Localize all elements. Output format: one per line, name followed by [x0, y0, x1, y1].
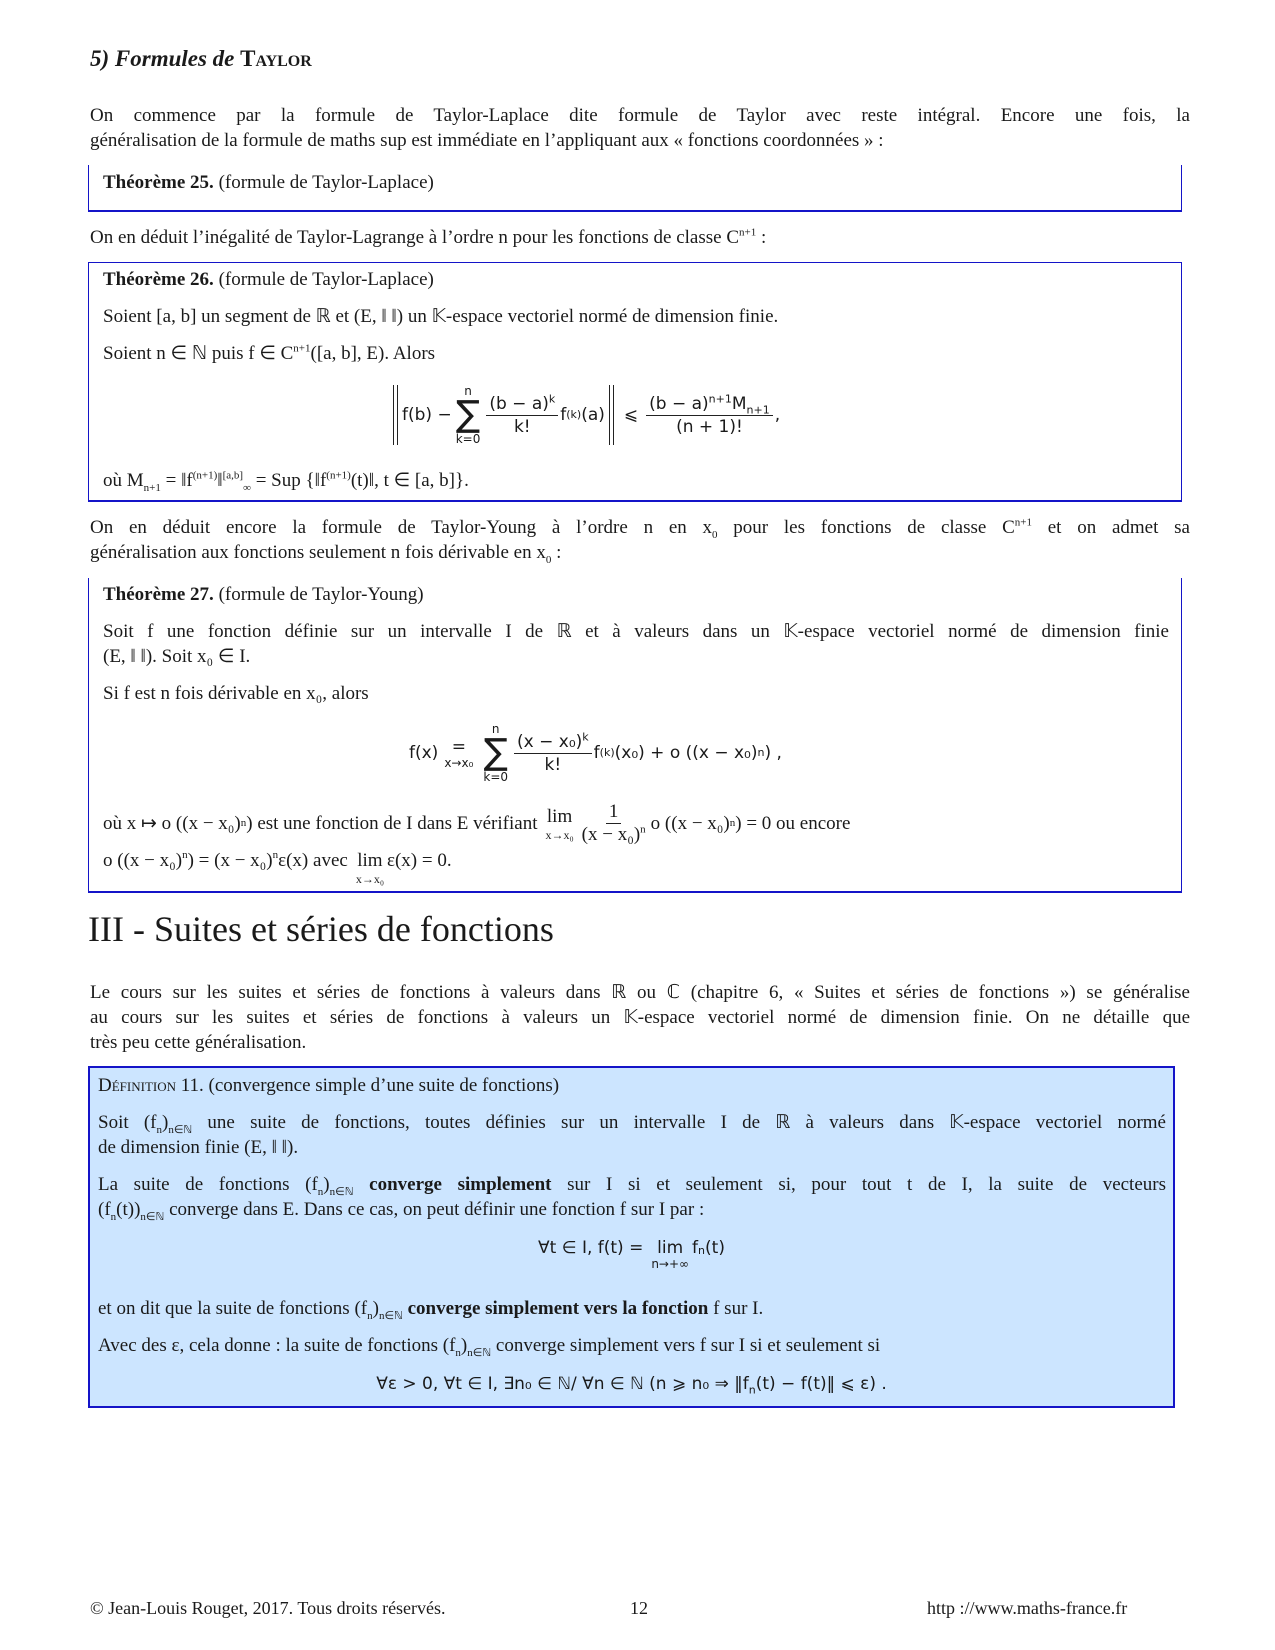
subscript: n [748, 1383, 756, 1397]
sum-upper: n [491, 722, 500, 736]
text: La suite de fonctions (f [98, 1174, 318, 1195]
superscript: k [582, 729, 589, 743]
theorem-25-caption: (formule de Taylor-Laplace) [218, 172, 434, 193]
sigma-icon: ∑ [483, 732, 508, 773]
footer-url[interactable]: http ://www.maths-france.fr [927, 1598, 1128, 1618]
text: où x ↦ o ((x − x₀) [103, 812, 241, 834]
section-iii-title: III - Suites et séries de fonctions [88, 909, 554, 949]
subscript: n∈ℕ [140, 1210, 165, 1223]
superscript: n [272, 849, 279, 861]
definition-11-p2-line-2 [98, 1197, 704, 1222]
formula-text: (t) − f(t)‖ ⩽ ε) . [755, 1374, 887, 1394]
footer-page-number: 12 [630, 1598, 648, 1618]
pointwise-limit-formula [90, 1238, 1173, 1271]
paragraph-taylor-lagrange [90, 225, 766, 250]
sum-upper: n [464, 384, 472, 398]
definition-11-heading [98, 1073, 559, 1098]
formula-text: f [692, 1238, 699, 1258]
superscript: n [182, 849, 188, 861]
subscript: 0 [545, 553, 552, 566]
paragraph-taylor-young-line-1 [90, 515, 1190, 540]
theorem-25-box [88, 165, 1182, 212]
eq-under [444, 737, 473, 770]
numerator: 1 [606, 801, 622, 824]
subscript: n [110, 1210, 117, 1223]
norm-bar-left [393, 385, 398, 445]
subscript: 0 [712, 528, 718, 541]
text: ε(x) = 0. [387, 850, 452, 871]
numerator [514, 731, 592, 754]
formula-text: f(b) − [402, 405, 452, 425]
taylor-lagrange-formula: f(b) − n ∑ k=0 $\frac{(b - a)^k}{k!}$ f (k) (a) ⩽ $\frac{(b - a)^{n+1}M_{n+1}}{(n + 1)!}$ , [389, 375, 780, 455]
denominator: (n + 1)! [676, 416, 743, 437]
leq-symbol: ⩽ [623, 405, 639, 425]
denominator [579, 824, 649, 846]
theorem-27-box [88, 578, 1182, 893]
fraction [486, 393, 558, 438]
section-title-name: Taylor [240, 46, 312, 71]
subscript: n [317, 1185, 324, 1198]
theorem-27-heading [103, 582, 424, 607]
section-iii-intro-line-3: très peu cette généralisation. [90, 1032, 307, 1053]
text: converge simplement vers f sur I si et seulement si [491, 1335, 881, 1356]
section-title [90, 46, 312, 72]
limit-subscript: x→x₀ [355, 872, 384, 886]
superscript: n+1 [293, 342, 311, 355]
text: ) [460, 1335, 468, 1356]
text: ([a, b], E). Alors [310, 343, 436, 364]
limit-subscript: n→+∞ [651, 1257, 690, 1271]
subscript: n+1 [143, 481, 161, 494]
text: ) [323, 1174, 330, 1195]
theorem-27-line-5 [103, 848, 452, 886]
theorem-27-line-3: Si f est n fois dérivable en x₀, alors [103, 683, 369, 704]
text: ) [162, 1112, 169, 1133]
text: : [756, 227, 767, 248]
limit [545, 804, 573, 842]
theorem-27-line-2: (E, ‖ ‖). Soit x₀ ∈ I. [103, 646, 251, 667]
text: M [731, 393, 747, 414]
sum-symbol [456, 384, 481, 446]
text: généralisation aux fonctions seulement n fois dérivable en x [90, 542, 546, 563]
text: ) [372, 1298, 379, 1319]
text: (b − a) [649, 393, 709, 414]
definition-11-p1-line-1 [98, 1110, 1166, 1135]
section-title-prefix: 5) Formules de [90, 46, 235, 71]
text: f sur I. [708, 1298, 764, 1319]
epsilon-formula [90, 1374, 1173, 1397]
paragraph-taylor-young-line-2 [90, 540, 561, 565]
text: et on dit que la suite de fonctions (f [98, 1298, 368, 1319]
text: Soit (f [98, 1112, 157, 1133]
text: = ‖f [160, 470, 193, 491]
formula-text: f [560, 405, 567, 425]
definition-11-label: Définition 11. [98, 1075, 204, 1096]
sum-symbol [483, 722, 508, 784]
text: On en déduit l’inégalité de Taylor-Lagrange à l’ordre n pour les fonctions de classe C [90, 227, 739, 248]
text: o ((x − x₀) [650, 812, 730, 834]
text: = Sup {‖f [250, 470, 327, 491]
theorem-26-where-line [103, 468, 469, 493]
subscript: n∈ℕ [329, 1185, 354, 1198]
theorem-25-label: Théorème 25. [103, 172, 214, 193]
superscript: (n+1) [326, 469, 351, 482]
theorem-26-box [88, 262, 1182, 502]
superscript: [a,b] [222, 469, 244, 482]
lim-text: lim [657, 1238, 684, 1258]
section-iii-intro-line-1: Le cours sur les suites et séries de fonctions à valeurs dans ℝ ou ℂ (chapitre 6, « Suites et séries de fonctions ») se généralise [90, 982, 1190, 1003]
subscript: n [455, 1346, 461, 1359]
bold-text: converge simplement vers la fonction [402, 1298, 709, 1319]
formula-text: f [593, 743, 600, 763]
text: (t)) [116, 1199, 141, 1220]
text: (x − x₀) [517, 731, 583, 752]
text: sur I si et seulement si, pour tout t de I, la suite de vecteurs [551, 1174, 1166, 1195]
sigma-icon: ∑ [455, 394, 481, 435]
formula-text: ) , [764, 743, 782, 763]
fraction [514, 731, 592, 776]
subscript: ∞ [243, 481, 251, 494]
taylor-young-formula: f(x) = x→x₀ n ∑ k=0 $\frac{(x - x_0)^k}{k!}$ f (k) (x₀) + o ((x − x₀) n ) , [409, 722, 782, 784]
bold-text: converge simplement [353, 1174, 552, 1195]
theorem-27-label: Théorème 27. [103, 584, 214, 605]
intro-line-2: généralisation de la formule de maths sup est immédiate en l’appliquant aux « fonctions coordonnées » : [90, 130, 884, 151]
intro-line-1: On commence par la formule de Taylor-Laplace dite formule de Taylor avec reste intégral. Encore une fois, la [90, 105, 1190, 126]
definition-11-caption: (convergence simple d’une suite de fonctions) [208, 1075, 560, 1096]
superscript: n+1 [708, 391, 732, 405]
theorem-26-heading [103, 267, 434, 292]
text: Avec des ε, cela donne : la suite de fonctions (f [98, 1335, 456, 1356]
footer-copyright: © Jean-Louis Rouget, 2017. Tous droits réservés. [90, 1598, 446, 1618]
theorem-27-line-1: Soit f une fonction définie sur un intervalle I de ℝ et à valeurs dans un 𝕂-espace vectoriel normé de dimension finie [103, 621, 1169, 642]
text: (b − a) [489, 393, 549, 414]
definition-11-box [88, 1066, 1175, 1408]
superscript: n+1 [739, 226, 757, 239]
superscript: k [548, 391, 556, 405]
theorem-27-caption: (formule de Taylor-Young) [218, 584, 424, 605]
theorem-26-line-2 [103, 341, 435, 366]
limit [356, 848, 384, 886]
text: une suite de fonctions, toutes définies sur un intervalle I de ℝ à valeurs dans 𝕂-espace vectoriel normé [192, 1112, 1166, 1133]
text: ) = 0 ou encore [735, 812, 851, 834]
theorem-27-line-4: où x ↦ o ((x − x₀) n ) est une fonction de I dans E vérifiant lim x→x₀ $\frac{1}{(x - x_0)^n}$ o ((x − x₀) n ) = 0 ou encore [103, 800, 851, 845]
superscript: n+1 [1014, 516, 1032, 529]
numerator [646, 393, 773, 416]
definition-11-p2-line-1 [98, 1172, 1166, 1197]
text: (x − x₀) [581, 823, 641, 845]
text: Soient n ∈ ℕ puis f ∈ C [103, 343, 294, 364]
rhs-fraction [646, 393, 773, 438]
definition-11-p4 [98, 1333, 880, 1358]
formula-text: (t) [705, 1238, 725, 1258]
lim-text: lim [546, 806, 573, 827]
formula-text: f(x) [409, 743, 439, 763]
denominator: k! [513, 416, 531, 437]
text: (t)‖, t ∈ [a, b]}. [350, 470, 469, 491]
superscript: (n+1) [192, 469, 218, 482]
numerator [486, 393, 558, 416]
lim-text: lim [357, 850, 383, 871]
text: où M [103, 470, 144, 491]
text: ‖ [217, 470, 223, 491]
denominator: k! [544, 754, 562, 775]
subscript: n∈ℕ [168, 1123, 193, 1136]
superscript: n [640, 823, 646, 836]
sum-lower: k=0 [483, 770, 509, 784]
text: o ((x − x₀) [103, 850, 183, 871]
text: pour les fonctions de classe C [717, 517, 1015, 538]
section-iii-intro-line-2: au cours sur les suites et séries de fonctions à valeurs un 𝕂-espace vectoriel normé de dimension finie. On ne détaille que [90, 1007, 1190, 1028]
text: : [551, 542, 562, 563]
norm-bar-right [609, 385, 614, 445]
subscript: n [367, 1309, 373, 1322]
equals-symbol: = [451, 736, 466, 757]
subscript: n [698, 1244, 706, 1257]
subscript: n∈ℕ [378, 1309, 403, 1322]
subscript: n∈ℕ [467, 1346, 492, 1359]
theorem-25-heading [103, 170, 434, 195]
sum-lower: k=0 [455, 432, 481, 446]
formula-text: ∀t ∈ I, f(t) = [538, 1238, 644, 1258]
formula-text: , [774, 405, 781, 425]
limit-subscript: x→x₀ [444, 755, 474, 770]
definition-11-p3 [98, 1296, 763, 1321]
definition-11-p1-line-2: de dimension finie (E, ‖ ‖). [98, 1137, 299, 1158]
theorem-26-caption: (formule de Taylor-Laplace) [218, 269, 434, 290]
text: converge dans E. Dans ce cas, on peut définir une fonction f sur I par : [164, 1199, 705, 1220]
text: (f [98, 1199, 111, 1220]
text: et on admet sa [1031, 517, 1190, 538]
formula-text: ∀ε > 0, ∀t ∈ I, ∃n₀ ∈ ℕ/ ∀n ∈ ℕ (n ⩾ n₀ ⇒ ‖f [376, 1374, 749, 1394]
formula-text: (x₀) + o ((x − x₀) [614, 743, 758, 763]
subscript: n+1 [746, 402, 770, 416]
text: On en déduit encore la formule de Taylor-Young à l’ordre n en x [90, 517, 713, 538]
fraction [579, 801, 649, 846]
formula-text: (a) [581, 405, 605, 425]
limit [651, 1238, 689, 1271]
limit-subscript: x→x₀ [545, 828, 574, 842]
subscript: n [156, 1123, 162, 1136]
text: ) = (x − x₀) [187, 850, 273, 871]
text: ) est une fonction de I dans E vérifiant [246, 812, 538, 834]
theorem-26-label: Théorème 26. [103, 269, 214, 290]
text: ε(x) avec [278, 850, 348, 871]
theorem-26-line-1: Soient [a, b] un segment de ℝ et (E, ‖ ‖) un 𝕂-espace vectoriel normé de dimension finie. [103, 306, 779, 327]
